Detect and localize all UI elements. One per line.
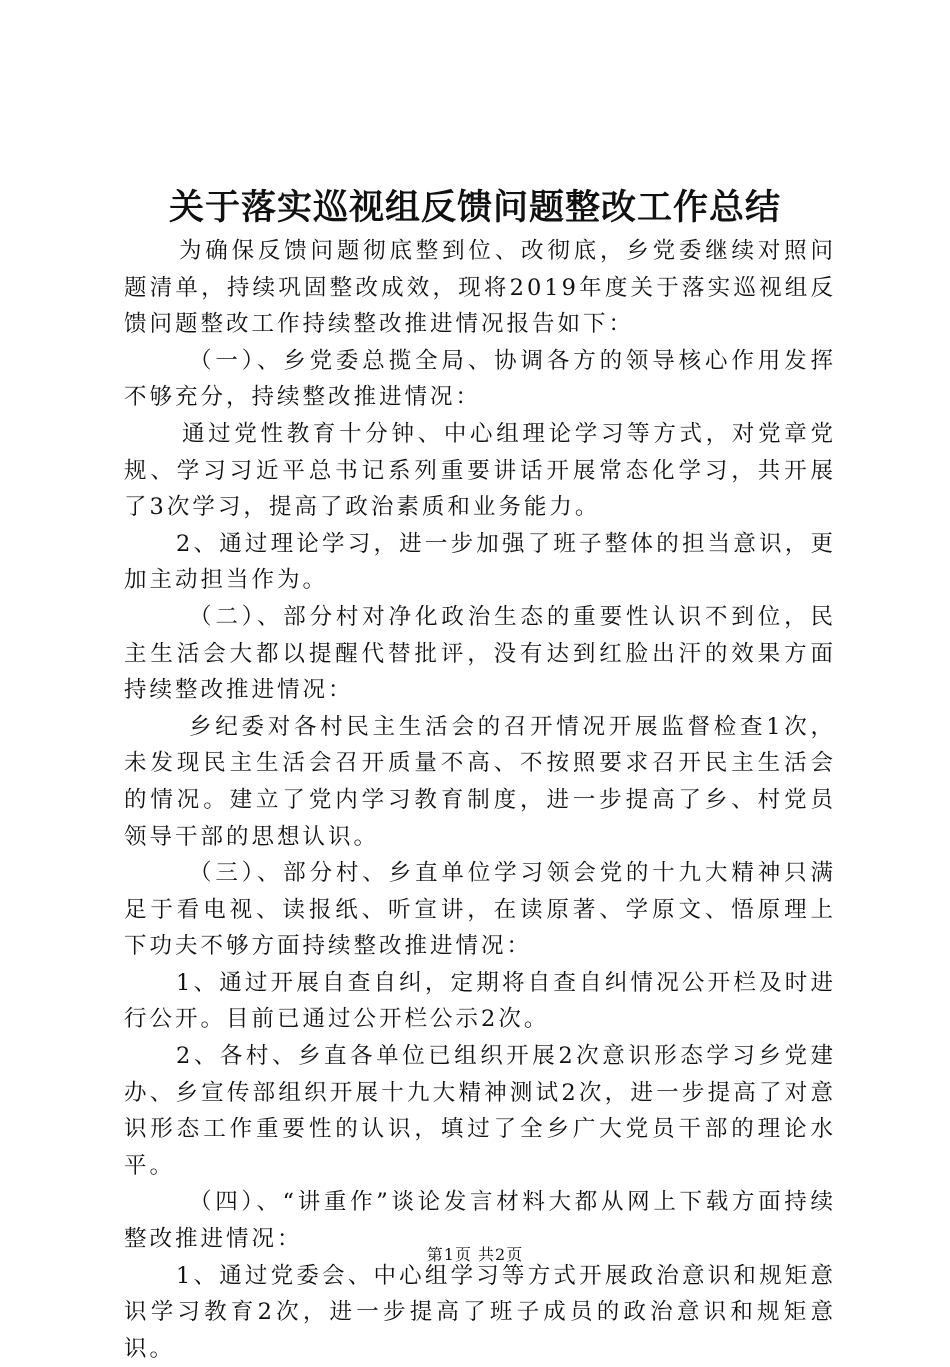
paragraph-section-1-item-2: 2、通过理论学习，进一步加强了班子整体的担当意识，更加主动担当作为。 <box>124 530 836 594</box>
page-number-footer: 第1页 共2页 <box>426 1245 524 1264</box>
paragraph-section-3-item-1: 1、通过开展自查自纠，定期将自查自纠情况公开栏及时进行公开。目前已通过公开栏公示2次。 <box>124 969 836 1033</box>
document-title: 关于落实巡视组反馈问题整改工作总结 <box>168 187 781 228</box>
paragraph-section-3-item-2: 2、各村、乡直各单位已组织开展2次意识形态学习乡党建办、乡宣传部组织开展十九大精神测试2次，进一步提高了对意识形态工作重要性的认识，填过了全乡广大党员干部的理论水平。 <box>124 1043 836 1179</box>
section-heading-3: （三）、部分村、乡直单位学习领会党的十九大精神只满足于看电视、读报纸、听宣讲，在读原著、学原文、悟原理上下功夫不够方面持续整改推进情况： <box>124 860 836 960</box>
paragraph-section-2-item-1: 乡纪委对各村民主生活会的召开情况开展监督检查1次，未发现民主生活会召开质量不高、不按照要求召开民主生活会的情况。建立了党内学习教育制度，进一步提高了乡、村党员领导干部的思想认识。 <box>124 713 836 850</box>
section-heading-4: （四）、“讲重作”谈论发言材料大都从网上下载方面持续整改推进情况： <box>124 1189 836 1253</box>
paragraph-intro: 为确保反馈问题彻底整到位、改彻底，乡党委继续对照问题清单，持续巩固整改成效，现将2019年度关于落实巡视组反馈问题整改工作持续整改推进情况报告如下： <box>124 238 836 338</box>
document-body <box>124 233 836 1367</box>
section-heading-2: （二）、部分村对净化政治生态的重要性认识不到位，民主生活会大都以提醒代替批评，没有达到红脸出汗的效果方面持续整改推进情况： <box>124 603 836 704</box>
section-heading-1: （一）、乡党委总揽全局、协调各方的领导核心作用发挥不够充分，持续整改推进情况： <box>124 347 836 411</box>
paragraph-section-1-item-1: 通过党性教育十分钟、中心组理论学习等方式，对党章党规、学习习近平总书记系列重要讲话开展常态化学习，共开展了3次学习，提高了政治素质和业务能力。 <box>124 420 836 521</box>
paragraph-section-4-item-1: 1、通过党委会、中心组学习等方式开展政治意识和规矩意识学习教育2次，进一步提高了班子成员的政治意识和规矩意识。 <box>124 1262 836 1362</box>
